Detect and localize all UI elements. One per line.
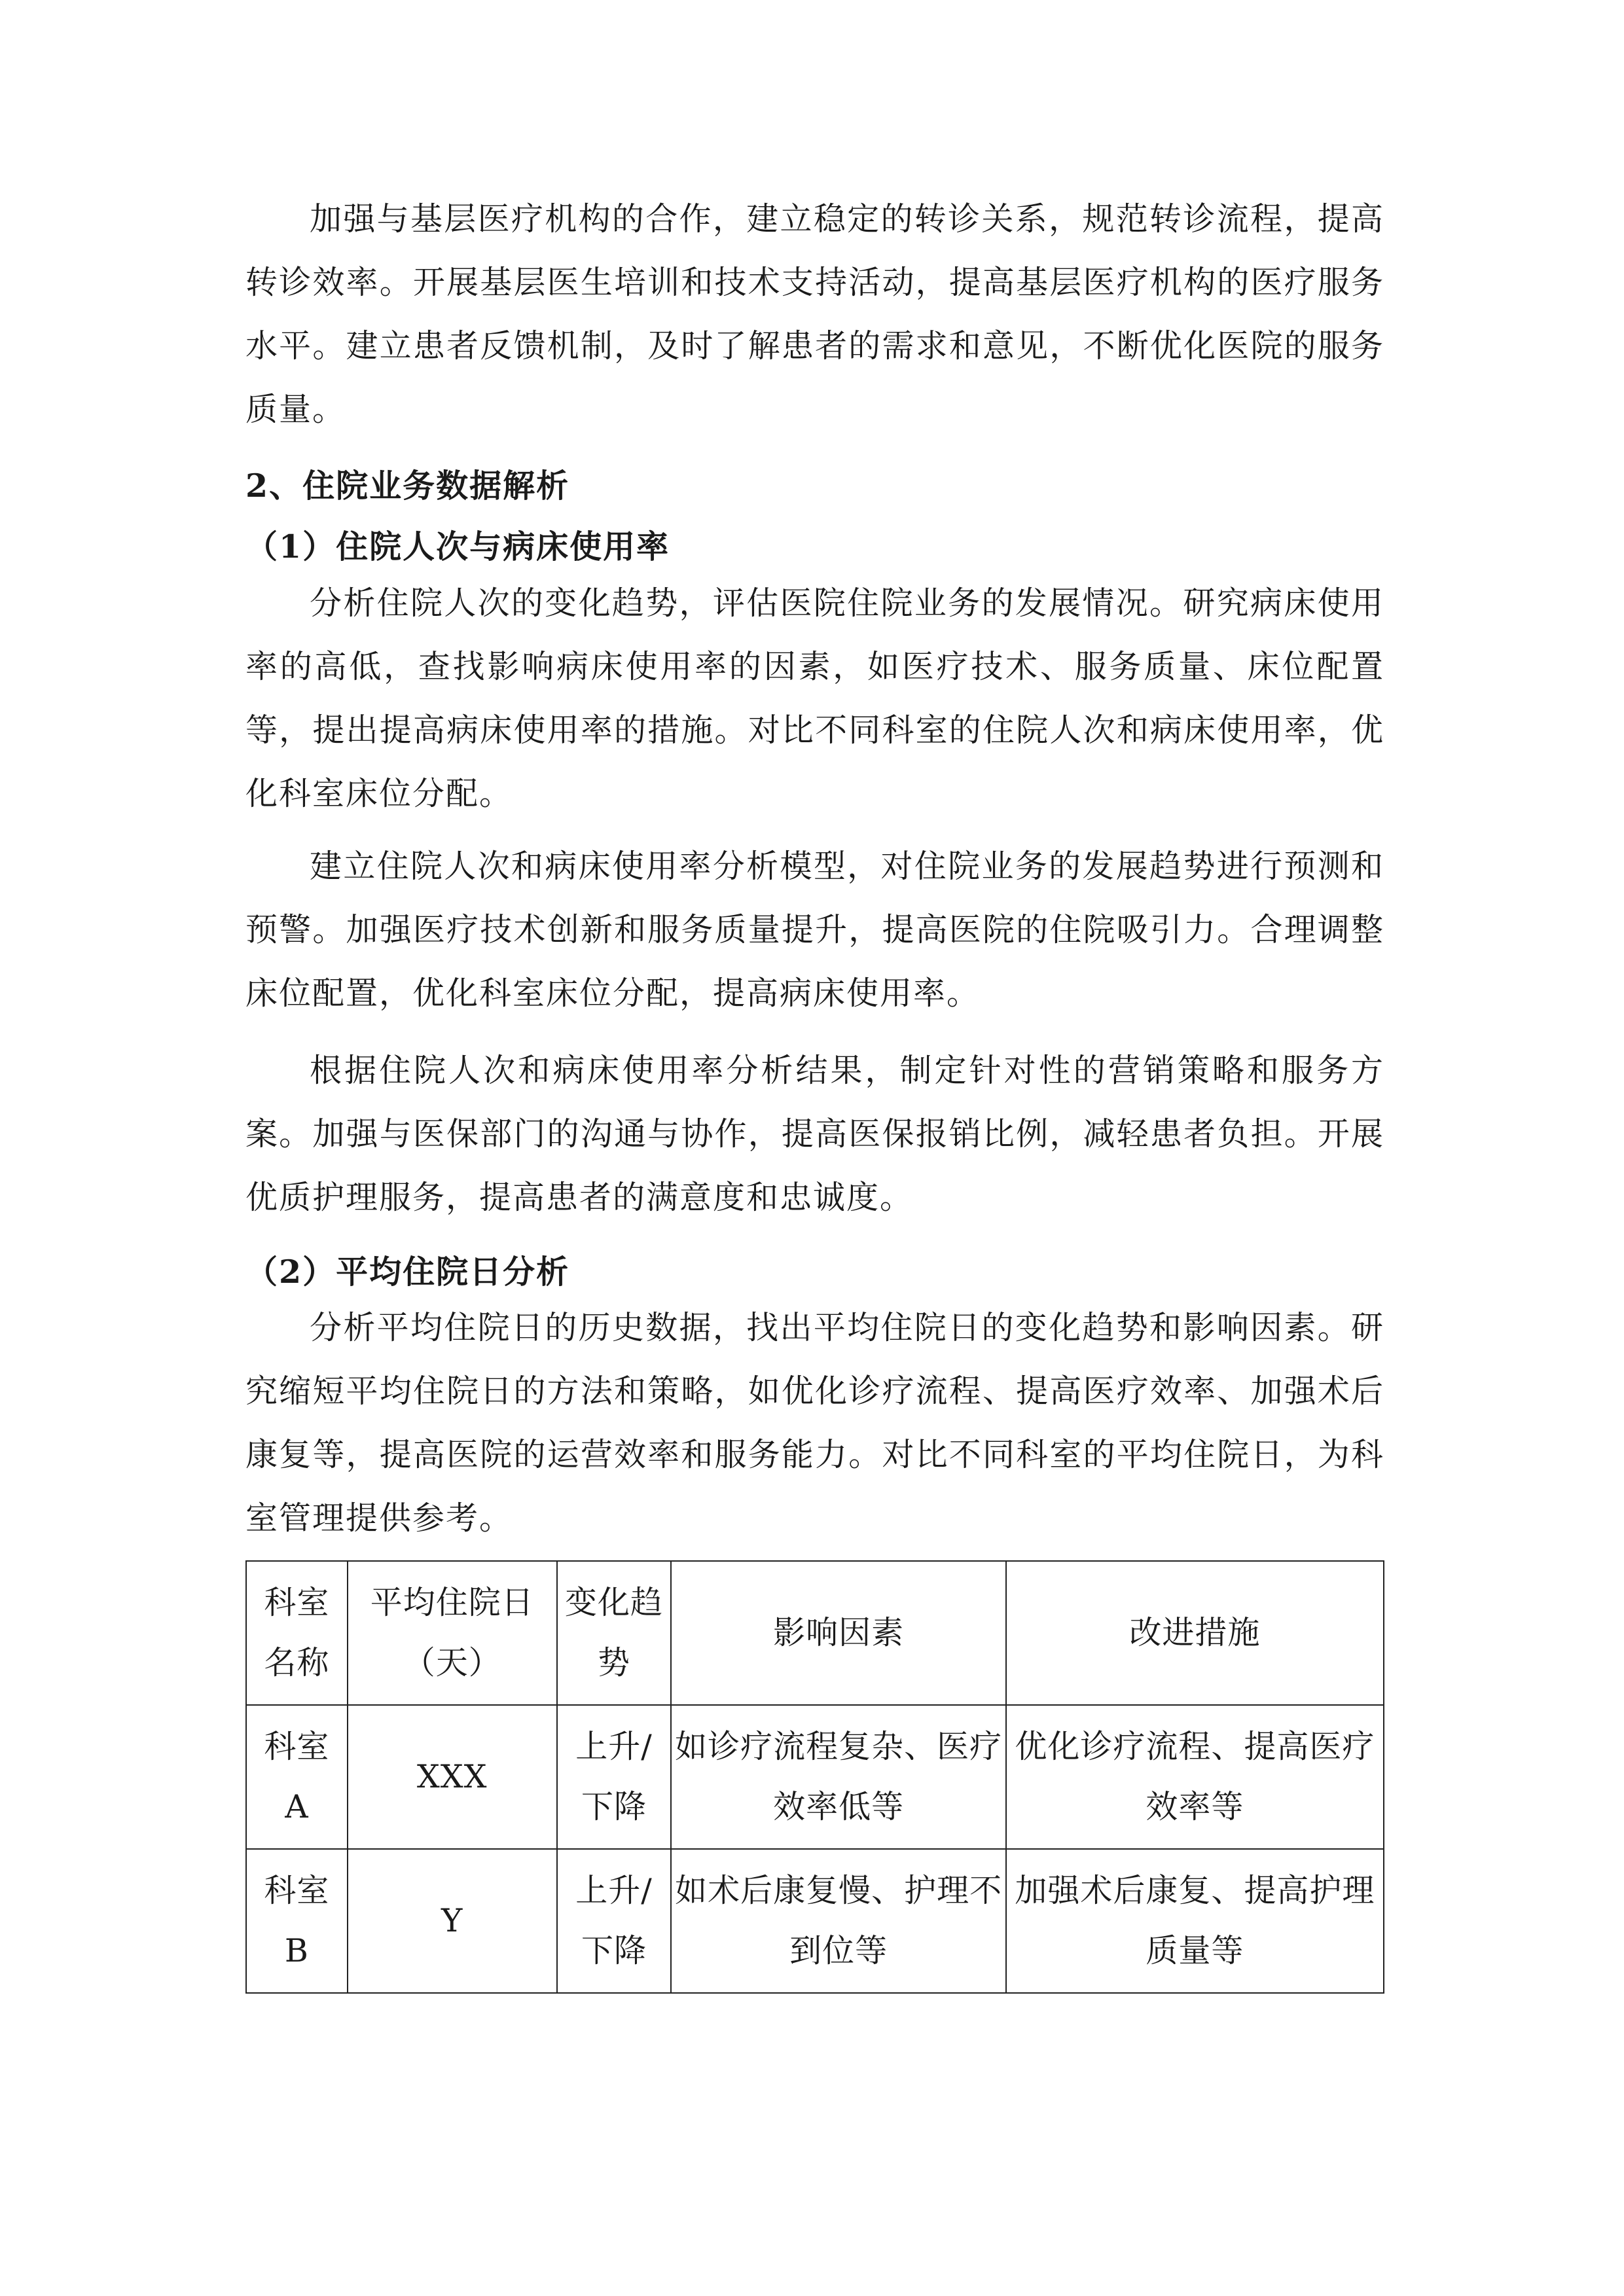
header-trend: 变化趋势 [557, 1561, 672, 1705]
subheading-average-stay: （2）平均住院日分析 [245, 1253, 570, 1291]
header-average-stay: 平均住院日（天） [348, 1561, 557, 1705]
header-measures: 改进措施 [1006, 1561, 1384, 1705]
paragraph-marketing-strategy: 根据住院人次和病床使用率分析结果，制定针对性的营销策略和服务方案。加强与医保部门的沟通与协作，提高医保报销比例，减轻患者负担。开展优质护理服务，提高患者的满意度和忠诚度。 [245, 1052, 1384, 1216]
subheading-admissions-bed-usage: （1）住院人次与病床使用率 [245, 528, 670, 565]
paragraph-admissions-trend: 分析住院人次的变化趋势，评估医院住院业务的发展情况。研究病床使用率的高低，查找影响病床使用率的因素，如医疗技术、服务质量、床位配置等，提出提高病床使用率的措施。对比不同科室的住院人次和病床使用率，优化科室床位分配。 [245, 584, 1384, 812]
cell-average-stay: Y [348, 1849, 557, 1993]
cell-department: 科室 B [246, 1849, 348, 1993]
cell-department: 科室 A [246, 1705, 348, 1849]
paragraph-referral-cooperation: 加强与基层医疗机构的合作，建立稳定的转诊关系，规范转诊流程，提高转诊效率。开展基层医生培训和技术支持活动，提高基层医疗机构的医疗服务水平。建立患者反馈机制，及时了解患者的需求和意见，不断优化医院的服务质量。 [245, 200, 1384, 428]
header-department-name: 科室名称 [246, 1561, 348, 1705]
section-heading-inpatient-analysis: 2、住院业务数据解析 [245, 467, 570, 505]
paragraph-analysis-model: 建立住院人次和病床使用率分析模型，对住院业务的发展趋势进行预测和预警。加强医疗技术创新和服务质量提升，提高医院的住院吸引力。合理调整床位配置，优化科室床位分配，提高病床使用率。 [245, 848, 1384, 1012]
cell-measures: 加强术后康复、提高护理质量等 [1006, 1849, 1384, 1993]
table-row [246, 1849, 1384, 1993]
header-factors: 影响因素 [671, 1561, 1005, 1705]
average-stay-table [245, 1560, 1384, 1994]
table-header-row [246, 1561, 1384, 1705]
cell-average-stay: XXX [348, 1705, 557, 1849]
cell-measures: 优化诊疗流程、提高医疗效率等 [1006, 1705, 1384, 1849]
cell-trend: 上升/下降 [557, 1705, 672, 1849]
cell-factors: 如诊疗流程复杂、医疗效率低等 [671, 1705, 1005, 1849]
table-row [246, 1705, 1384, 1849]
cell-factors: 如术后康复慢、护理不到位等 [671, 1849, 1005, 1993]
paragraph-average-stay-analysis: 分析平均住院日的历史数据，找出平均住院日的变化趋势和影响因素。研究缩短平均住院日的方法和策略，如优化诊疗流程、提高医疗效率、加强术后康复等，提高医院的运营效率和服务能力。对比不同科室的平均住院日，为科室管理提供参考。 [245, 1309, 1384, 1537]
cell-trend: 上升/下降 [557, 1849, 672, 1993]
